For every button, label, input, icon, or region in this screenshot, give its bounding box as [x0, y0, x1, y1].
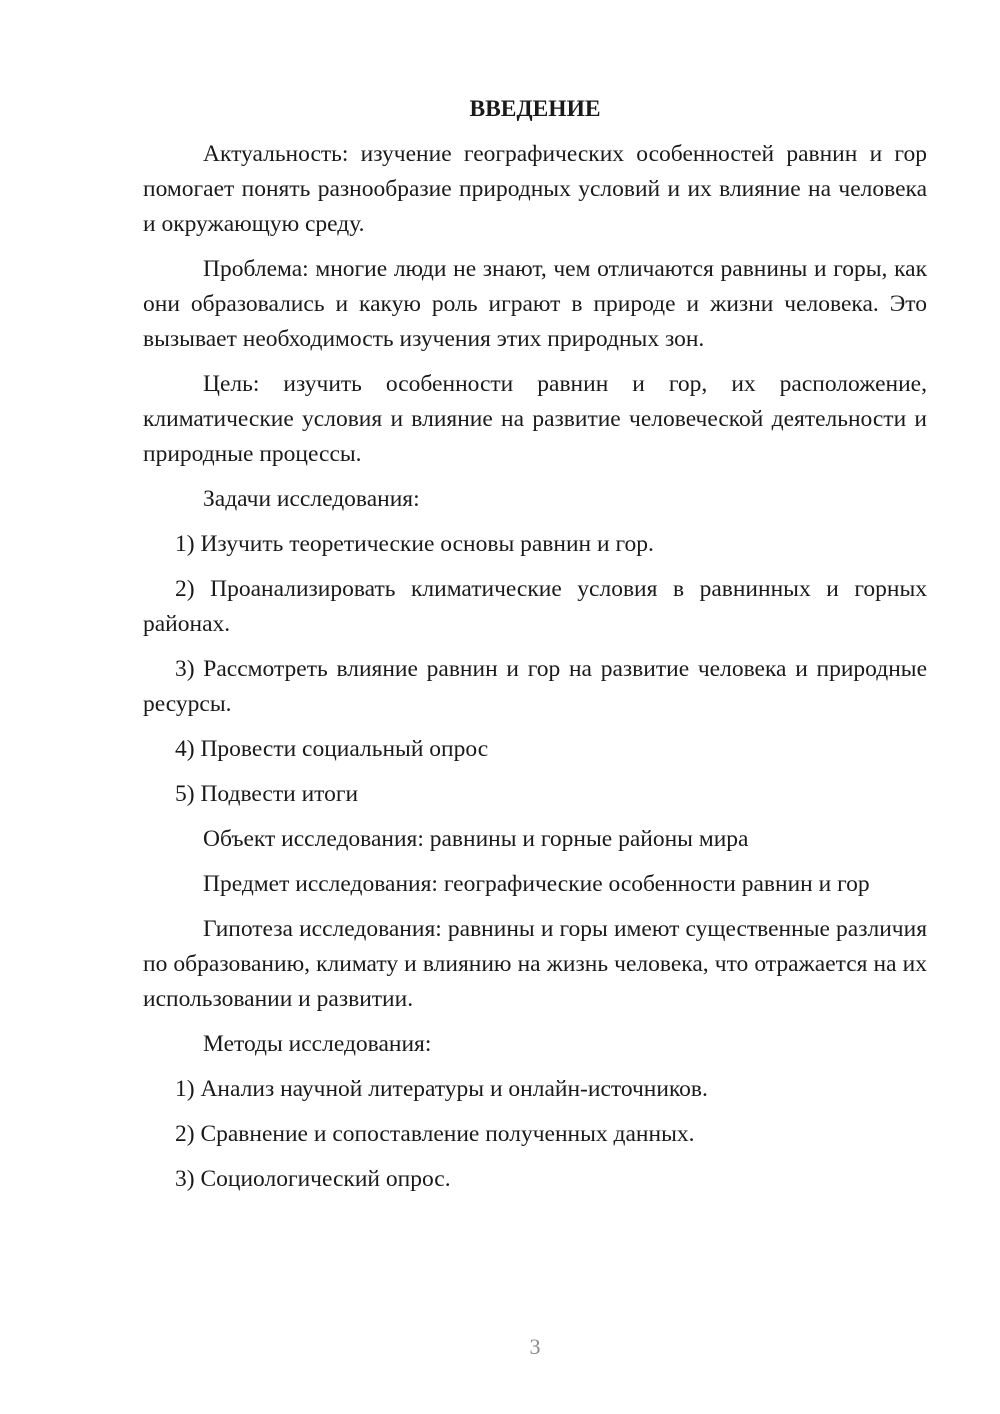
task-item: 4) Провести социальный опрос — [175, 736, 489, 762]
task-item: 5) Подвести итоги — [175, 781, 359, 807]
task-item: 3) Рассмотреть влияние равнин и гор на развитие человека и природные ресурсы. — [143, 656, 927, 717]
document-body — [143, 92, 927, 1207]
method-item: 3) Социологический опрос. — [175, 1166, 451, 1192]
problem-paragraph: Проблема: многие люди не знают, чем отличаются равнины и горы, как они образовались и какую роль играют в природе и жизни человека. Это вызывает необходимость изучения этих природных зон. — [143, 256, 927, 352]
hypothesis-paragraph: Гипотеза исследования: равнины и горы имеют существенные различия по образованию, климату и влиянию на жизнь человека, что отражается на их использовании и развитии. — [143, 916, 927, 1012]
relevance-paragraph: Актуальность: изучение географических особенностей равнин и гор помогает понять разнообразие природных условий и их влияние на человека и окружающую среду. — [143, 141, 927, 237]
object-paragraph: Объект исследования: равнины и горные районы мира — [203, 826, 749, 852]
methods-heading: Методы исследования: — [203, 1031, 432, 1057]
tasks-heading: Задачи исследования: — [203, 486, 420, 512]
method-item: 1) Анализ научной литературы и онлайн-источников. — [175, 1076, 708, 1102]
page-number: 3 — [529, 1334, 541, 1359]
goal-paragraph: Цель: изучить особенности равнин и гор, их расположение, климатические условия и влияние на развитие человеческой деятельности и природные процессы. — [143, 371, 927, 467]
task-item: 1) Изучить теоретические основы равнин и гор. — [175, 531, 654, 557]
method-item: 2) Сравнение и сопоставление полученных данных. — [175, 1121, 695, 1147]
task-item: 2) Проанализировать климатические условия в равнинных и горных районах. — [143, 576, 927, 637]
subject-paragraph: Предмет исследования: географические особенности равнин и гор — [203, 871, 870, 897]
section-title: ВВЕДЕНИЕ — [469, 96, 601, 122]
